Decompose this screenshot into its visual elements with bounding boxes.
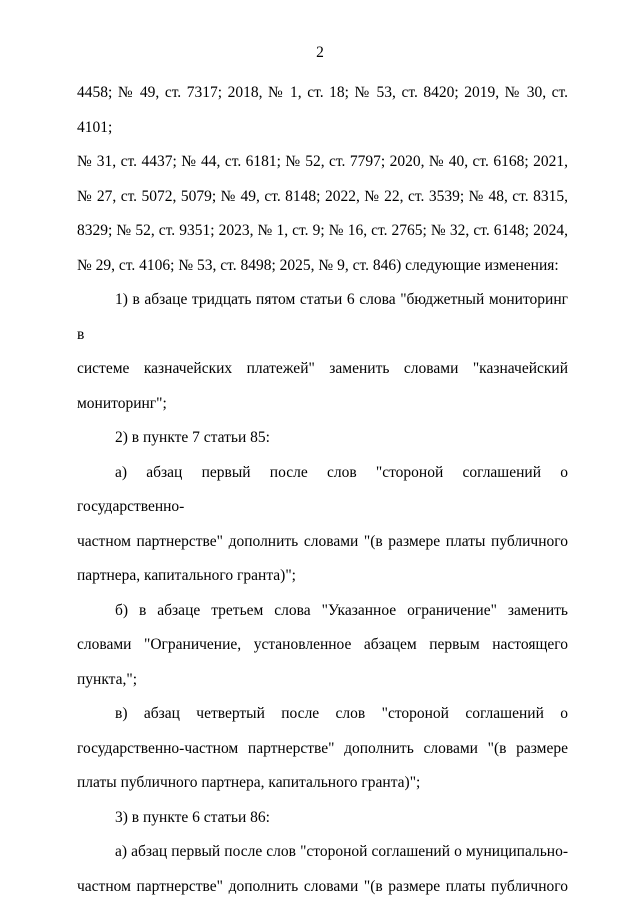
paragraph-item-3a (77, 835, 568, 904)
text-line: № 27, ст. 5072, 5079; № 49, ст. 8148; 2022, № 22, ст. 3539; № 48, ст. 8315, (77, 187, 568, 205)
text-line: пункта,"; (77, 670, 138, 688)
text-line: государственно-частном партнерстве" дополнить словами "(в размере (77, 739, 568, 757)
text-line: 1) в абзаце тридцать пятом статьи 6 слова "бюджетный мониторинг в (77, 291, 568, 343)
text-line: б) в абзаце третьем слова "Указанное ограничение" заменить (115, 601, 568, 619)
text-line: а) абзац первый после слов "стороной соглашений о государственно- (77, 463, 568, 515)
paragraph-item-2v (77, 697, 568, 801)
text-line: 3) в пункте 6 статьи 86: (115, 808, 270, 826)
text-line: частном партнерстве" дополнить словами "(в размере платы публичного (77, 877, 568, 895)
text-line: словами "Ограничение, установленное абзацем первым настоящего (77, 636, 568, 653)
paragraph-item-2b (77, 594, 568, 698)
text-line: мониторинг"; (77, 394, 167, 412)
paragraph-citation-continuation (77, 76, 568, 283)
text-line: 4458; № 49, ст. 7317; 2018, № 1, ст. 18; № 53, ст. 8420; 2019, № 30, ст. 4101; (77, 84, 568, 136)
text-line: платы публичного партнера, капитального гранта)"; (77, 774, 421, 791)
text-line: 2) в пункте 7 статьи 85: (115, 429, 270, 446)
paragraph-item-1 (77, 283, 568, 421)
paragraph-item-3 (77, 801, 568, 836)
document-body (77, 76, 568, 904)
paragraph-item-2a (77, 456, 568, 594)
paragraph-item-2 (77, 421, 568, 456)
text-line: № 29, ст. 4106; № 53, ст. 8498; 2025, № 9, ст. 846) следующие изменения: (77, 256, 559, 274)
text-line: партнера, капитального гранта)"; (77, 567, 296, 584)
text-line: № 31, ст. 4437; № 44, ст. 6181; № 52, ст. 7797; 2020, № 40, ст. 6168; 2021, (77, 153, 568, 170)
text-line: а) абзац первый после слов "стороной соглашений о муниципально- (115, 843, 568, 860)
text-line: 8329; № 52, ст. 9351; 2023, № 1, ст. 9; № 16, ст. 2765; № 32, ст. 6148; 2024, (77, 222, 568, 239)
text-line: в) абзац четвертый после слов "стороной соглашений о (115, 705, 568, 722)
text-line: частном партнерстве" дополнить словами "(в размере платы публичного (77, 532, 568, 550)
text-line: системе казначейских платежей" заменить словами "казначейский (77, 360, 568, 377)
page-number: 2 (316, 44, 324, 61)
